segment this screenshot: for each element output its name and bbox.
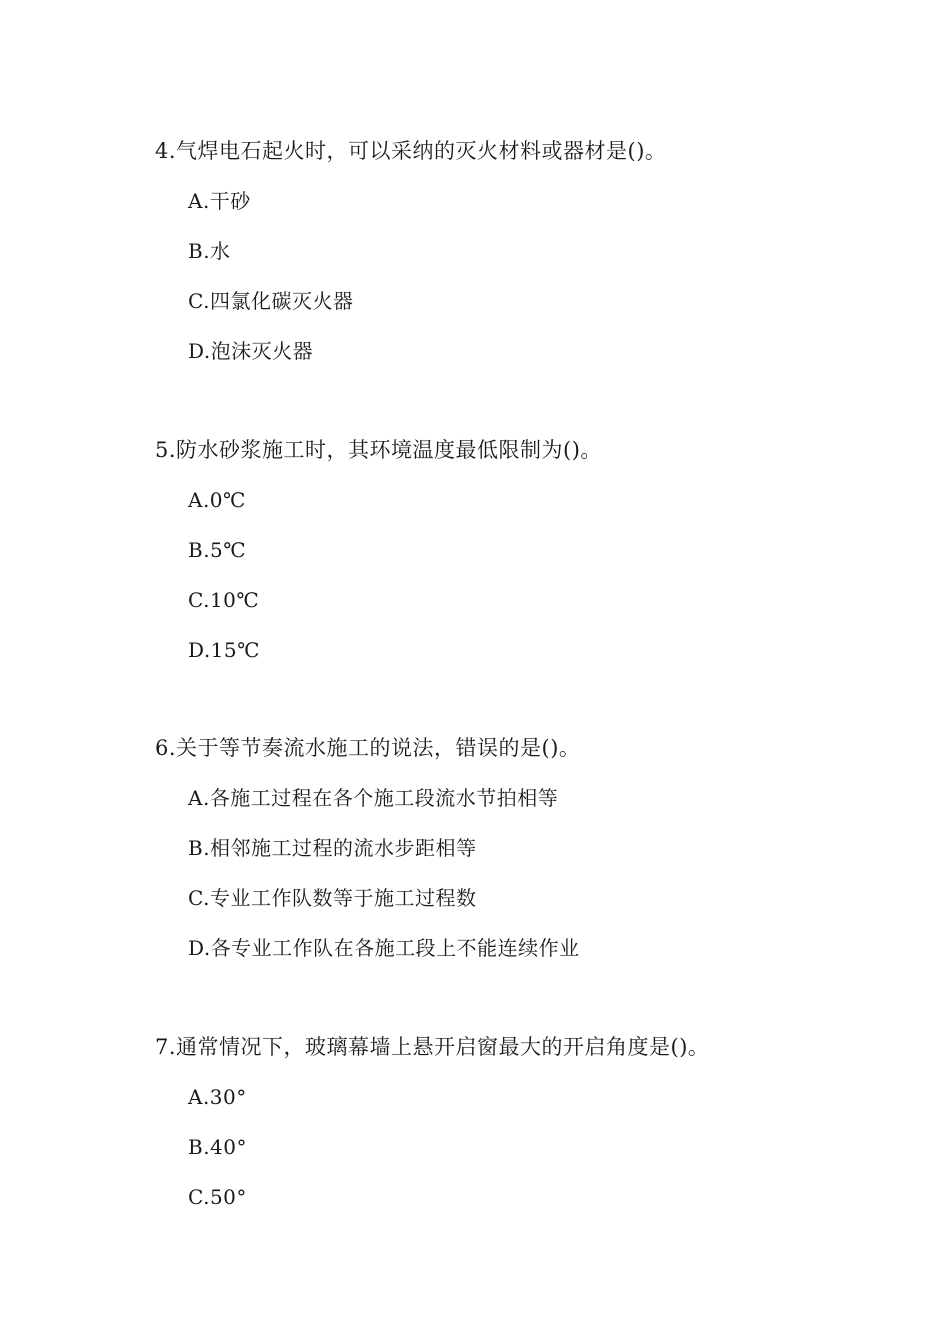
question-7 — [155, 1033, 915, 1211]
question-6 — [155, 734, 915, 962]
option-b: B.相邻施工过程的流水步距相等 — [188, 836, 477, 860]
option-a: A.各施工过程在各个施工段流水节拍相等 — [188, 786, 559, 810]
question-5 — [155, 436, 915, 664]
option-a: A.0℃ — [188, 488, 246, 512]
option-d: D.泡沫灭火器 — [188, 339, 314, 363]
question-text: 6.关于等节奏流水施工的说法，错误的是()。 — [155, 736, 581, 760]
option-d: D.各专业工作队在各施工段上不能连续作业 — [188, 936, 580, 960]
option-c: C.专业工作队数等于施工过程数 — [188, 886, 477, 910]
option-a: A.干砂 — [188, 189, 251, 213]
question-text: 7.通常情况下，玻璃幕墙上悬开启窗最大的开启角度是()。 — [155, 1035, 710, 1059]
option-b: B.水 — [188, 239, 231, 263]
question-text: 4.气焊电石起火时，可以采纳的灭火材料或器材是()。 — [155, 139, 667, 163]
option-c: C.10℃ — [188, 588, 260, 612]
option-a: A.30° — [188, 1085, 247, 1109]
option-b: B.5℃ — [188, 538, 247, 562]
option-d: D.15℃ — [188, 638, 261, 662]
option-c: C.50° — [188, 1185, 247, 1209]
option-b: B.40° — [188, 1135, 248, 1159]
option-c: C.四氯化碳灭火器 — [188, 289, 354, 313]
question-4 — [155, 137, 915, 365]
question-text: 5.防水砂浆施工时，其环境温度最低限制为()。 — [155, 438, 602, 462]
